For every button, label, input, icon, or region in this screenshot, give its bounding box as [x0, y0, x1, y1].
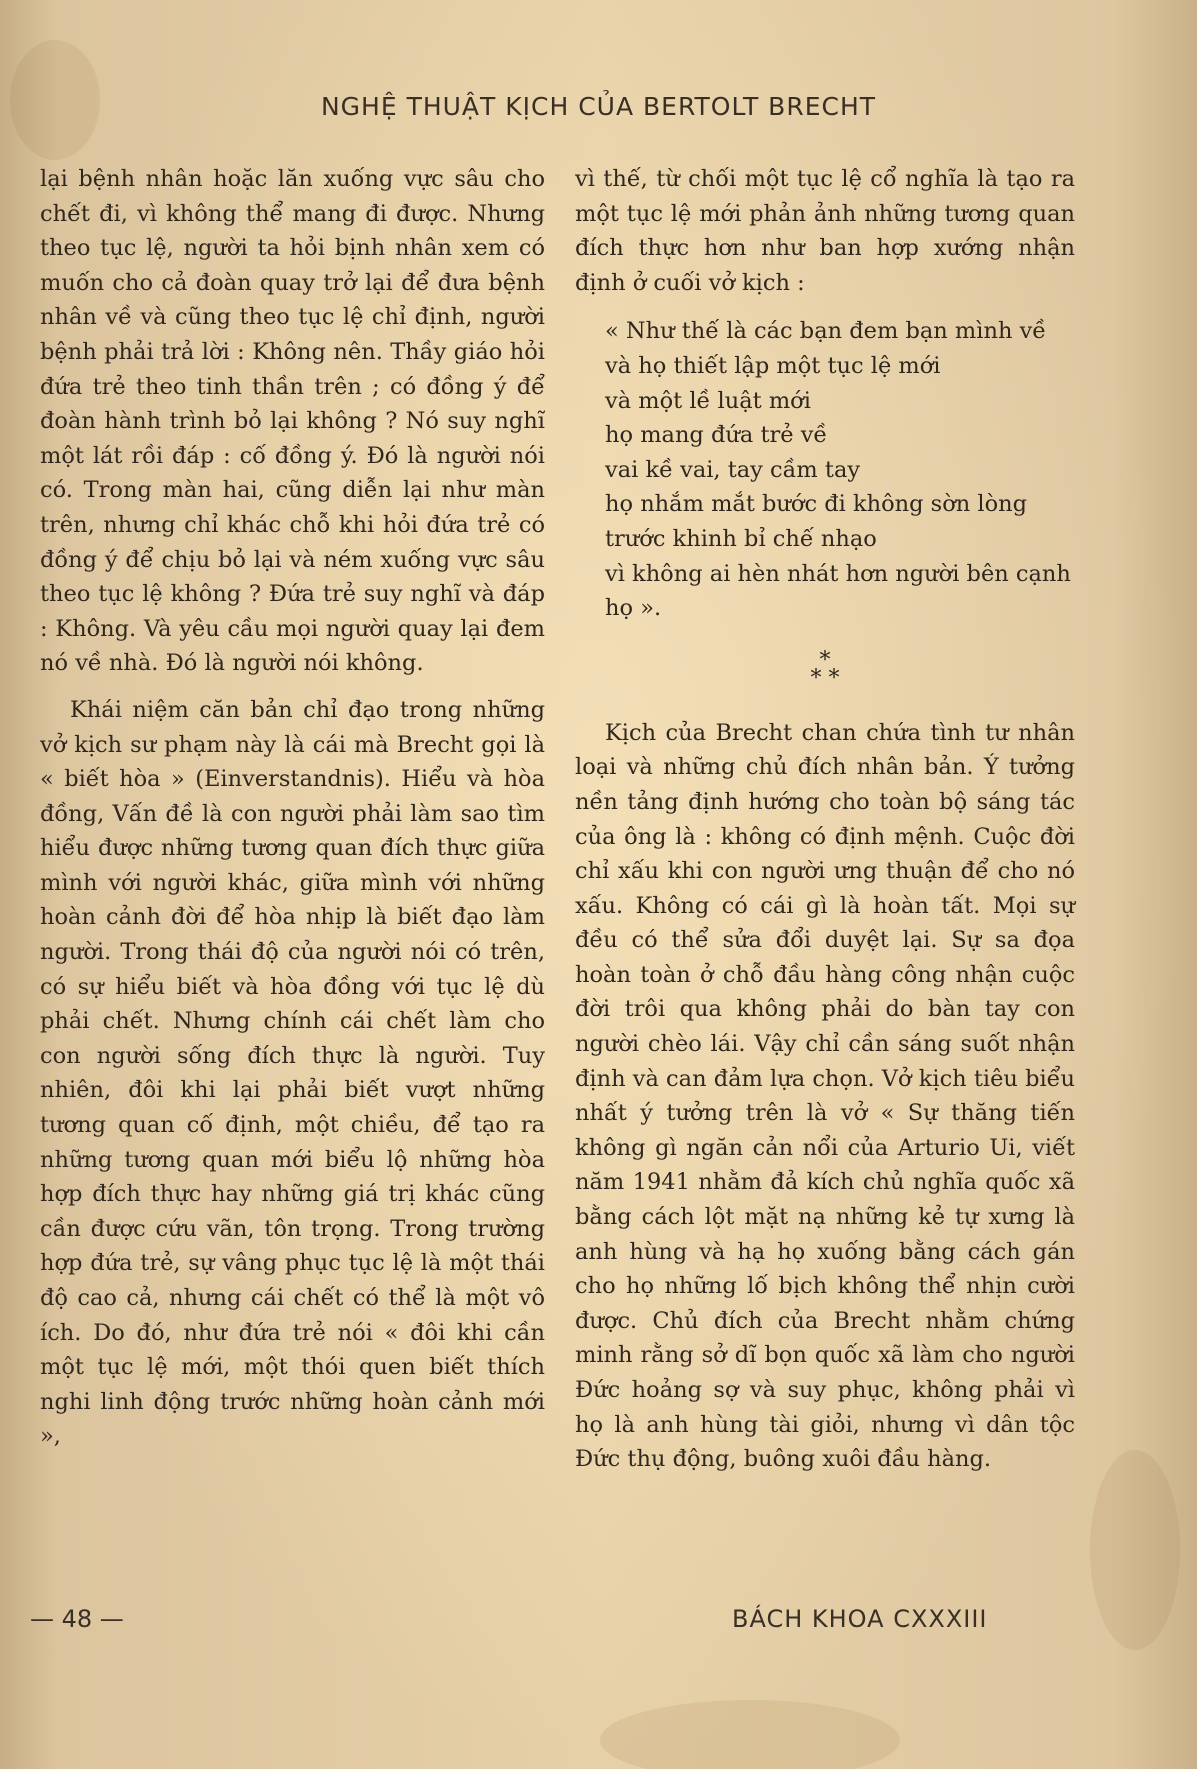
right-column	[575, 162, 1075, 1477]
divider-stars-bottom: * *	[810, 665, 840, 691]
right-paragraph-2: Kịch của Brecht chan chứa tình tư nhân loại và những chủ đích nhân bản. Ý tưởng nền tảng định hướng cho toàn bộ sáng tác của ông là : không có định mệnh. Cuộc đời chỉ xấu khi con người ưng thuận để cho nó xấu. Không có cái gì là hoàn tất. Mọi sự đều có thể sửa đổi duyệt lại. Sự sa đọa hoàn toàn ở chỗ đầu hàng công nhận cuộc đời trôi qua không phải do bàn tay con người chèo lái. Vậy chỉ cần sáng suốt nhận định và can đảm lựa chọn. Vở kịch tiêu biểu nhất ý tưởng trên là vở « Sự thăng tiến không gì ngăn cản nổi của Arturio Ui, viết năm 1941 nhằm đả kích chủ nghĩa quốc xã bằng cách lột mặt nạ những kẻ tự xưng là anh hùng và hạ họ xuống bằng cách gán cho họ những lố bịch không thể nhịn cười được. Chủ đích của Brecht nhằm chứng minh rằng sở dĩ bọn quốc xã làm cho người Đức hoảng sợ và suy phục, không phải vì họ là anh hùng tài giỏi, nhưng vì dân tộc Đức thụ động, buông xuôi đầu hàng.	[575, 719, 1075, 1473]
publication-name: BÁCH KHOA CXXXIII	[732, 1605, 988, 1633]
chorus-poem	[605, 314, 1075, 625]
page-number: — 48 —	[30, 1605, 124, 1633]
poem-line: họ mang đứa trẻ về	[605, 422, 828, 449]
poem-line: họ nhắm mắt bước đi không sờn lòng	[605, 491, 1028, 518]
poem-line: và họ thiết lập một tục lệ mới	[605, 352, 941, 379]
running-header: NGHỆ THUẬT KỊCH CỦA BERTOLT BRECHT	[320, 92, 877, 121]
poem-line: trước khinh bỉ chế nhạo	[605, 525, 877, 552]
paper-stain	[1090, 1450, 1180, 1650]
poem-line: « Như thế là các bạn đem bạn mình về	[605, 318, 1047, 345]
left-paragraph-1: lại bệnh nhân hoặc lăn xuống vực sâu cho chết đi, vì không thể mang đi được. Nhưng theo tục lệ, người ta hỏi bịnh nhân xem có muốn cho cả đoàn quay trở lại để đưa bệnh nhân về và cũng theo tục lệ chỉ định, người bệnh phải trả lời : Không nên. Thầy giáo hỏi đứa trẻ theo tinh thần trên ; có đồng ý để đoàn hành trình bỏ lại không ? Nó suy nghĩ một lát rồi đáp : cố đồng ý. Đó là người nói có. Trong màn hai, cũng diễn lại như màn trên, nhưng chỉ khác chỗ khi hỏi đứa trẻ có đồng ý để chịu bỏ lại và ném xuống vực sâu theo tục lệ không ? Đứa trẻ suy nghĩ và đáp : Không. Và yêu cầu mọi người quay lại đem nó về nhà. Đó là người nói không.	[40, 166, 545, 677]
right-paragraph-1: vì thế, từ chối một tục lệ cổ nghĩa là tạo ra một tục lệ mới phản ảnh những tương quan đích thực hơn như ban hợp xướng nhận định ở cuối vở kịch :	[575, 166, 1075, 296]
poem-line: vai kề vai, tay cầm tay	[605, 456, 861, 483]
poem-line: và một lề luật mới	[605, 387, 811, 414]
left-column	[40, 162, 545, 1454]
divider-star-top: *	[819, 647, 831, 673]
left-paragraph-2: Khái niệm căn bản chỉ đạo trong những vở kịch sư phạm này là cái mà Brecht gọi là « biết hòa » (Einverstandnis). Hiểu và hòa đồng, Vấn đề là con người phải làm sao tìm hiểu được những tương quan đích thực giữa mình với người khác, giữa mình với những hoàn cảnh đời để hòa nhịp là biết đạo làm người. Trong thái độ của người nói có trên, có sự hiểu biết và hòa đồng với tục lệ dù phải chết. Nhưng chính cái chết làm cho con người sống đích thực là người. Tuy nhiên, đôi khi lại phải biết vượt những tương quan cố định, một chiều, để tạo ra những tương quan mới biểu lộ những hòa hợp đích thực hay những giá trị khác cũng cần được cứu vãn, tôn trọng. Trong trường hợp đứa trẻ, sự vâng phục tục lệ là một thái độ cao cả, nhưng cái chết có thể là một vô ích. Do đó, như đứa trẻ nói « đôi khi cần một tục lệ mới, một thói quen biết thích nghi linh động trước những hoàn cảnh mới »,	[40, 696, 545, 1450]
poem-line: vì không ai hèn nhát hơn người bên cạnh họ ».	[605, 560, 1071, 622]
section-divider	[575, 647, 1075, 691]
paper-stain	[600, 1700, 900, 1769]
